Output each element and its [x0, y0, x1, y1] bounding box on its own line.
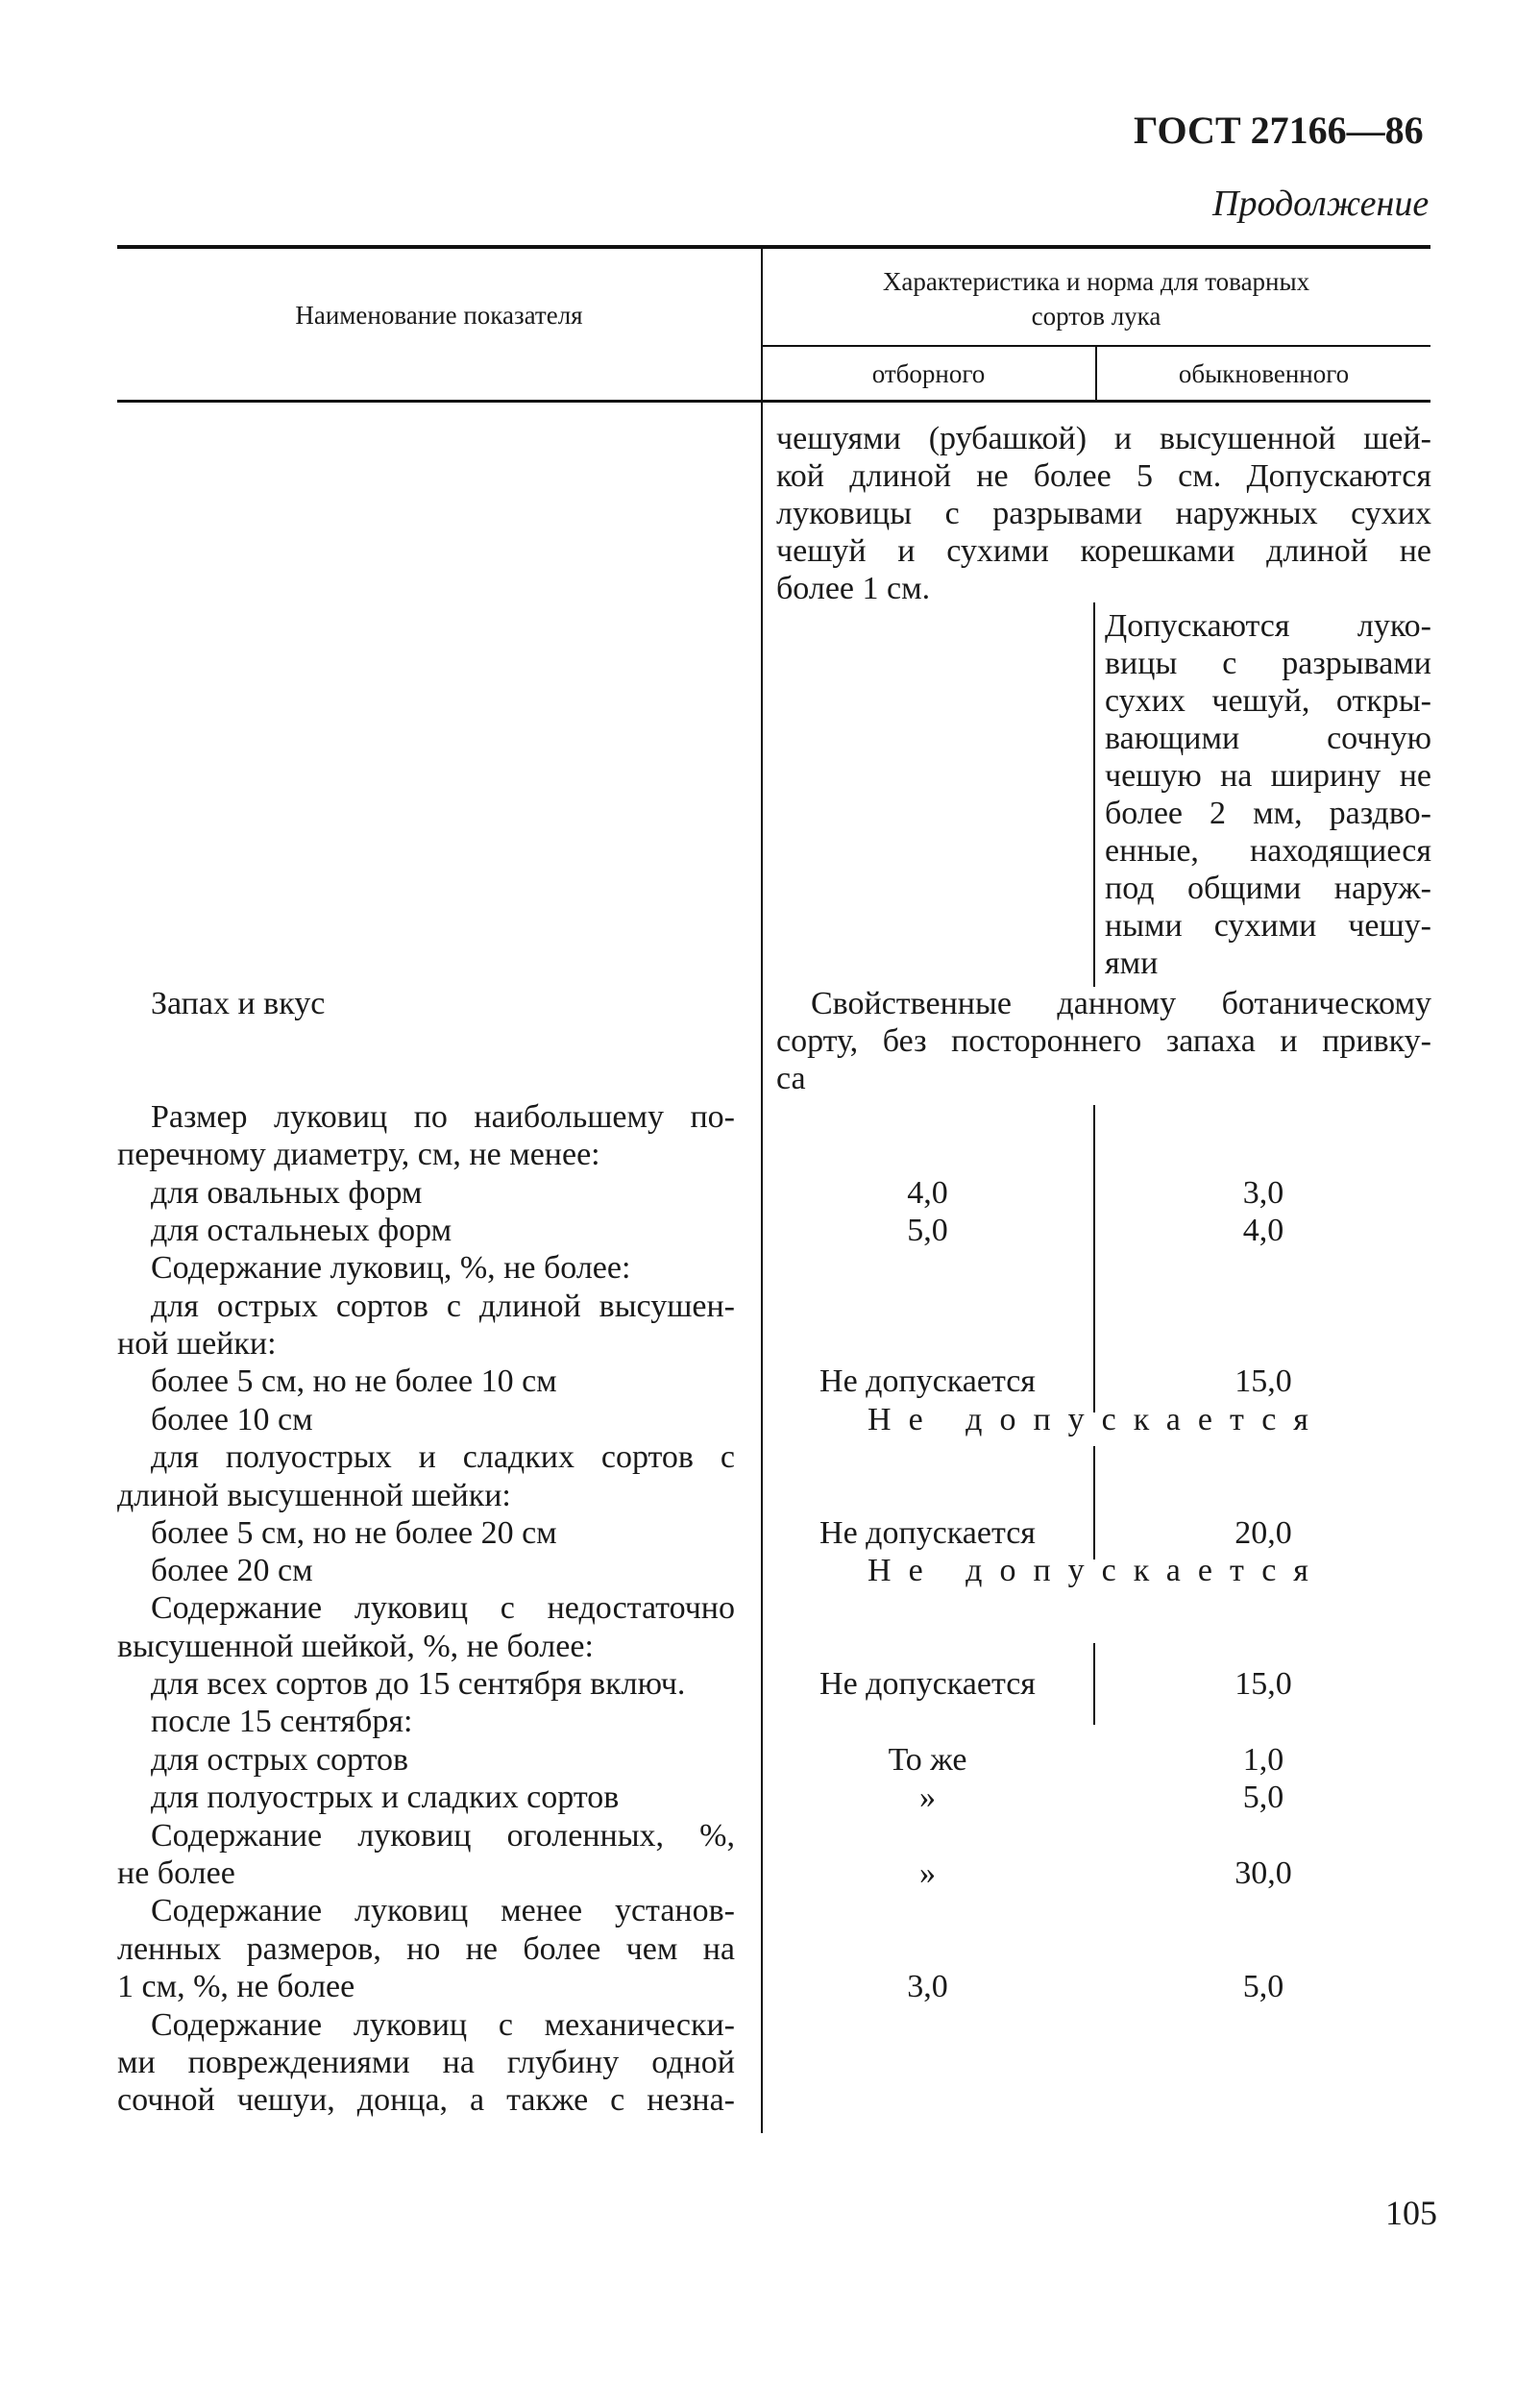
value-ordinary: 3,0 — [1242, 1175, 1284, 1211]
document-code: ГОСТ 27166—86 — [1134, 109, 1424, 152]
ordinary-text-line: ями — [1105, 945, 1159, 981]
row-name-m2: более 20 см — [151, 1553, 313, 1588]
appearance-text-line: чешуй и сухими корешками длиной не — [776, 533, 1431, 569]
header-bottom-rule — [117, 400, 1430, 403]
ordinary-text-line: енные, находящиеся — [1105, 833, 1431, 869]
subcolumn-divider-appearance — [1093, 602, 1095, 987]
value-select: 5,0 — [907, 1213, 948, 1248]
appearance-text-line: чешуями (рубашкой) и высушенной шей- — [776, 421, 1431, 456]
row-name-underdried: Содержание луковиц с недостаточно — [151, 1590, 735, 1626]
value-ordinary: 20,0 — [1234, 1515, 1292, 1551]
value-select: » — [919, 1780, 936, 1815]
value-ordinary: 15,0 — [1234, 1666, 1292, 1702]
row-name-m1: более 5 см, но не более 20 см — [151, 1515, 557, 1551]
column-header-norm-line2: сортов лука — [1031, 302, 1161, 331]
row-name-size: Размер луковиц по наибольшему по- — [151, 1099, 735, 1135]
row-name-s1: более 5 см, но не более 10 см — [151, 1363, 557, 1399]
row-name-semi: для полуострых и сладких сортов с — [151, 1439, 735, 1475]
value-spanning: Не допускается — [868, 1402, 1326, 1437]
row-name-other: для остальнеых форм — [151, 1213, 452, 1248]
row-name-small: 1 см, %, не более — [117, 1969, 355, 2004]
row-name-all: для всех сортов до 15 сентября включ. — [151, 1666, 686, 1702]
row-name-oval: для овальных форм — [151, 1175, 423, 1211]
ordinary-text-line: сухих чешуй, откры- — [1105, 683, 1431, 719]
page-number: 105 — [1385, 2194, 1437, 2232]
column-header-select: отборного — [871, 359, 986, 388]
row-name-mech: сочной чешуи, донца, а также с незна- — [117, 2082, 735, 2118]
smell-value-line: Свойственные данному ботаническому — [811, 986, 1431, 1021]
smell-value-line: са — [776, 1061, 806, 1096]
continuation-label: Продолжение — [1212, 184, 1430, 224]
row-name-after-sharp: для острых сортов — [151, 1742, 409, 1778]
value-ordinary: 15,0 — [1234, 1363, 1292, 1399]
appearance-text-line: кой длиной не более 5 см. Допускаются — [776, 458, 1431, 494]
row-name-after-semi: для полуострых и сладких сортов — [151, 1780, 620, 1815]
value-select: 4,0 — [907, 1175, 948, 1211]
value-ordinary: 30,0 — [1234, 1855, 1292, 1891]
column-header-norm-line1: Характеристика и норма для товарных — [882, 267, 1310, 296]
row-name-small: ленных размеров, но не более чем на — [117, 1931, 735, 1967]
appearance-text-line: более 1 см. — [776, 571, 931, 606]
appearance-text-line: луковицы с разрывами наружных сухих — [776, 496, 1431, 531]
value-ordinary: 5,0 — [1242, 1780, 1284, 1815]
value-ordinary: 5,0 — [1242, 1969, 1284, 2004]
row-name-s2: более 10 см — [151, 1402, 313, 1437]
row-name-size: перечному диаметру, см, не менее: — [117, 1137, 600, 1172]
ordinary-text-line: более 2 мм, раздво- — [1105, 796, 1431, 831]
row-name-content: Содержание луковиц, %, не более: — [151, 1250, 631, 1286]
row-name-semi: длиной высушенной шейки: — [117, 1478, 511, 1513]
value-ordinary: 4,0 — [1242, 1213, 1284, 1248]
row-name-smell: Запах и вкус — [151, 986, 326, 1021]
ordinary-text-line: вицы с разрывами — [1105, 646, 1431, 681]
value-ordinary: 1,0 — [1242, 1742, 1284, 1778]
column-header-name: Наименование показателя — [295, 301, 583, 330]
row-name-underdried: высушенной шейкой, %, не более: — [117, 1629, 594, 1664]
row-name-sharp: для острых сортов с длиной высушен- — [151, 1289, 735, 1324]
row-name-mech: ми повреждениями на глубину одной — [117, 2045, 735, 2080]
value-spanning: Не допускается — [868, 1553, 1326, 1588]
value-select: То же — [888, 1742, 967, 1778]
row-name-small: Содержание луковиц менее установ- — [151, 1893, 735, 1928]
row-name-after: после 15 сентября: — [151, 1704, 413, 1739]
ordinary-text-line: под общими наруж- — [1105, 871, 1431, 906]
smell-value-line: сорту, без постороннего запаха и привку- — [776, 1023, 1431, 1059]
value-select: Не допускается — [819, 1515, 1036, 1551]
ordinary-text-line: ными сухими чешу- — [1105, 908, 1431, 944]
table-top-rule — [117, 245, 1430, 249]
value-select: » — [919, 1855, 936, 1891]
column-header-ordinary: обыкновенного — [1178, 359, 1350, 388]
row-name-bare: не более — [117, 1855, 235, 1891]
ordinary-text-line: Допускаются луко- — [1105, 608, 1431, 644]
row-name-bare: Содержание луковиц оголенных, %, — [151, 1818, 735, 1854]
value-select: Не допускается — [819, 1363, 1036, 1399]
row-name-mech: Содержание луковиц с механически- — [151, 2007, 735, 2043]
row-name-sharp: ной шейки: — [117, 1326, 277, 1362]
ordinary-text-line: чешую на ширину не — [1105, 758, 1431, 794]
value-select: 3,0 — [907, 1969, 948, 2004]
ordinary-text-line: вающими сочную — [1105, 721, 1431, 756]
value-select: Не допускается — [819, 1666, 1036, 1702]
